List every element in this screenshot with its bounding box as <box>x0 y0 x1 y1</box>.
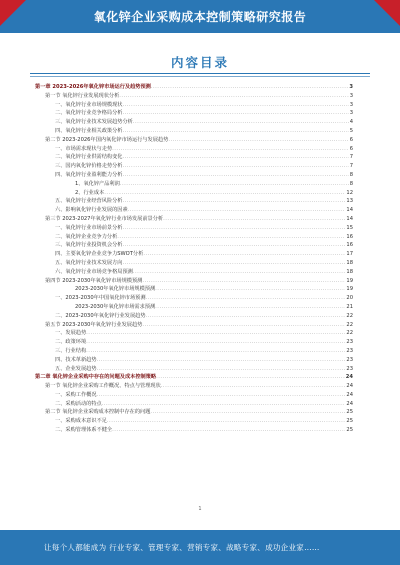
toc-entry-title: 一、采购成本意识不足 <box>55 418 107 425</box>
toc-entry-page: 14 <box>346 207 353 214</box>
toc-leader-dots <box>122 224 345 233</box>
toc-entry-page: 17 <box>346 251 353 258</box>
toc-leader-dots <box>112 426 345 435</box>
toc-entry-page: 25 <box>346 418 353 425</box>
toc-entry[interactable] <box>35 329 353 338</box>
toc-leader-dots <box>151 83 349 92</box>
toc-entry[interactable] <box>35 382 353 391</box>
toc-entry-page: 22 <box>346 330 353 337</box>
toc-entry[interactable] <box>35 303 353 312</box>
toc-entry-page: 6 <box>349 136 353 143</box>
toc-leader-dots <box>97 391 346 400</box>
toc-entry[interactable] <box>35 365 353 374</box>
toc-entry[interactable] <box>35 400 353 409</box>
toc-leader-dots <box>155 285 345 294</box>
toc-entry[interactable] <box>35 417 353 426</box>
toc-entry-page: 24 <box>346 391 353 398</box>
toc-entry[interactable] <box>35 153 353 162</box>
toc-entry[interactable] <box>35 259 353 268</box>
toc-entry-title: 三、行业结构 <box>55 347 87 354</box>
toc-entry[interactable] <box>35 294 353 303</box>
toc-entry-title: 一、市场需求现状与走势 <box>55 145 113 152</box>
toc-entry-page: 18 <box>346 259 353 266</box>
toc-leader-dots <box>133 118 349 127</box>
toc-entry-page: 22 <box>346 312 353 319</box>
toc-entry-title: 三、国内氧化锌价格走势分析 <box>55 163 123 170</box>
toc-leader-dots <box>97 365 346 374</box>
toc-leader-dots <box>122 101 348 110</box>
toc-entry-title: 第四节 2023-2030年氧化锌市场规模预测 <box>45 277 143 284</box>
toc-entry-page: 3 <box>349 92 353 99</box>
toc-entry-page: 13 <box>346 198 353 205</box>
toc-entry[interactable] <box>35 250 353 259</box>
toc-entry-page: 25 <box>346 427 353 434</box>
toc-heading: 内容目录 <box>170 55 229 70</box>
footer-banner <box>0 530 400 565</box>
toc-entry-page: 19 <box>346 286 353 293</box>
toc-entry-title: 五、企业发展趋势 <box>55 365 97 372</box>
toc-divider <box>30 73 370 74</box>
toc-entry-page: 14 <box>346 215 353 222</box>
toc-leader-dots <box>128 206 346 215</box>
toc-leader-dots <box>150 408 345 417</box>
toc-entry[interactable] <box>35 83 353 92</box>
toc-entry-title: 一、2023-2030年中国氧化锌市场预测 <box>55 295 146 302</box>
toc-entry-page: 3 <box>349 110 353 117</box>
toc-entry-title: 一、氧化锌行业市场前景分析 <box>55 224 123 231</box>
toc-entry[interactable] <box>35 268 353 277</box>
toc-entry[interactable] <box>35 233 353 242</box>
toc-entry[interactable] <box>35 101 353 110</box>
toc-entry[interactable] <box>35 426 353 435</box>
toc-leader-dots <box>119 92 348 101</box>
table-of-contents <box>35 83 353 435</box>
toc-leader-dots <box>146 312 346 321</box>
toc-entry-page: 20 <box>346 295 353 302</box>
toc-entry-title: 二、采购活动的特点 <box>55 400 102 407</box>
toc-entry[interactable] <box>35 347 353 356</box>
toc-entry-title: 2、行业成本 <box>75 189 105 196</box>
toc-leader-dots <box>86 338 345 347</box>
toc-entry-title: 1、氧化锌产品利润 <box>75 180 120 187</box>
toc-leader-dots <box>122 197 345 206</box>
toc-leader-dots <box>142 321 345 330</box>
toc-entry-title: 三、氧化锌行业技术发展趋势分析 <box>55 119 133 126</box>
toc-leader-dots <box>122 241 345 250</box>
toc-entry-page: 22 <box>346 321 353 328</box>
toc-entry-title: 一、发展趋势 <box>55 330 87 337</box>
footer-slogan: 让每个人都能成为 行业专家、管理专家、营销专家、战略专家、成功企业家…… <box>44 543 320 552</box>
toc-entry[interactable] <box>35 285 353 294</box>
toc-entry[interactable] <box>35 391 353 400</box>
toc-leader-dots <box>163 215 345 224</box>
toc-entry[interactable] <box>35 373 353 382</box>
toc-entry-title: 2023-2030年氧化锌市场需求预测 <box>75 303 156 310</box>
toc-entry-title: 2023-2030年氧化锌市场规模预测 <box>75 286 156 293</box>
toc-entry-title: 一、氧化锌行业市场规模现状 <box>55 101 123 108</box>
toc-entry[interactable] <box>35 180 353 189</box>
toc-entry-page: 7 <box>349 163 353 170</box>
toc-entry-page: 23 <box>346 356 353 363</box>
toc-entry-title: 二、政策环境 <box>55 339 87 346</box>
toc-leader-dots <box>168 136 348 145</box>
toc-entry-title: 第一节 氧化锌企业采购工作概况、特点与管理现状 <box>45 383 161 390</box>
toc-entry[interactable] <box>35 109 353 118</box>
toc-leader-dots <box>86 329 345 338</box>
toc-leader-dots <box>146 294 346 303</box>
toc-leader-dots <box>104 189 345 198</box>
toc-leader-dots <box>102 400 346 409</box>
toc-leader-dots <box>122 153 348 162</box>
toc-entry-title: 第三节 2023-2027年氧化锌行业市场发展前景分析 <box>45 215 164 222</box>
toc-leader-dots <box>120 180 349 189</box>
toc-entry-title: 第二章 氧化锌企业采购中存在的问题及成本控制策略 <box>35 374 157 381</box>
toc-entry[interactable] <box>35 197 353 206</box>
toc-entry-page: 25 <box>346 409 353 416</box>
toc-entry[interactable] <box>35 277 353 286</box>
toc-entry-title: 四、氧化锌行业相关政策分析 <box>55 127 123 134</box>
toc-entry[interactable] <box>35 189 353 198</box>
toc-entry-page: 24 <box>345 374 353 381</box>
toc-leader-dots <box>122 127 348 136</box>
toc-entry[interactable] <box>35 215 353 224</box>
toc-entry[interactable] <box>35 145 353 154</box>
toc-entry-page: 21 <box>346 303 353 310</box>
toc-leader-dots <box>155 303 345 312</box>
toc-leader-dots <box>161 382 346 391</box>
toc-leader-dots <box>143 250 345 259</box>
toc-entry-title: 六、氧化锌行业市场竞争格局预测 <box>55 268 133 275</box>
toc-entry-page: 3 <box>349 101 353 108</box>
toc-entry-title: 二、氧化锌企业竞争力分析 <box>55 233 118 240</box>
toc-entry[interactable] <box>35 206 353 215</box>
toc-entry-page: 18 <box>346 268 353 275</box>
report-header-banner <box>0 0 400 33</box>
toc-entry[interactable] <box>35 241 353 250</box>
toc-leader-dots <box>122 171 348 180</box>
toc-entry-title: 二、2023-2030年氧化锌行业发展趋势 <box>55 312 146 319</box>
toc-entry-title: 第一章 2023-2026年氧化锌市场运行及趋势预测 <box>35 84 151 90</box>
toc-leader-dots <box>117 233 345 242</box>
toc-entry[interactable] <box>35 224 353 233</box>
toc-leader-dots <box>112 145 349 154</box>
toc-leader-dots <box>107 417 346 426</box>
toc-entry-page: 4 <box>349 119 353 126</box>
toc-entry-page: 23 <box>346 347 353 354</box>
toc-entry[interactable] <box>35 356 353 365</box>
toc-entry-page: 24 <box>346 400 353 407</box>
toc-entry-title: 四、主要氧化锌企业竞争力SWOT分析 <box>55 251 144 258</box>
toc-leader-dots <box>86 347 345 356</box>
toc-leader-dots <box>156 373 345 382</box>
toc-entry-page: 8 <box>349 171 353 178</box>
toc-entry-page: 6 <box>349 145 353 152</box>
toc-entry-page: 19 <box>346 277 353 284</box>
toc-entry-page: 15 <box>346 224 353 231</box>
toc-entry-title: 二、氧化锌行业竞争格局分析 <box>55 110 123 117</box>
toc-leader-dots <box>97 356 346 365</box>
toc-entry-title: 二、采购管理体系不健全 <box>55 427 113 434</box>
report-title: 氧化锌企业采购成本控制策略研究报告 <box>93 10 307 24</box>
toc-entry-title: 第一节 氧化锌行业发展现状分析 <box>45 92 120 99</box>
toc-leader-dots <box>133 268 346 277</box>
toc-entry[interactable] <box>35 92 353 101</box>
toc-entry[interactable] <box>35 321 353 330</box>
toc-leader-dots <box>122 162 348 171</box>
toc-entry-title: 二、氧化锌行业供需结构变化 <box>55 154 123 161</box>
toc-entry-page: 12 <box>346 189 353 196</box>
toc-entry[interactable] <box>35 127 353 136</box>
toc-entry-title: 四、技术革新趋势 <box>55 356 97 363</box>
toc-divider-thin <box>30 76 370 77</box>
toc-leader-dots <box>122 109 348 118</box>
toc-entry-page: 3 <box>349 84 353 90</box>
toc-entry-page: 16 <box>346 242 353 249</box>
toc-entry-title: 第二节 2023-2026年国内氧化锌市场运行与发展趋势 <box>45 136 169 143</box>
toc-entry[interactable] <box>35 118 353 127</box>
toc-entry-title: 六、影响氧化锌行业发展的因素 <box>55 207 128 214</box>
toc-leader-dots <box>142 277 345 286</box>
toc-entry-page: 24 <box>346 383 353 390</box>
toc-entry[interactable] <box>35 136 353 145</box>
toc-entry-title: 四、氧化锌行业盈利能力分析 <box>55 171 123 178</box>
toc-entry[interactable] <box>35 162 353 171</box>
toc-entry-page: 16 <box>346 233 353 240</box>
toc-entry-title: 三、氧化锌行业投资机会分析 <box>55 242 123 249</box>
toc-entry[interactable] <box>35 408 353 417</box>
toc-entry-page: 7 <box>349 154 353 161</box>
toc-entry-page: 8 <box>349 180 353 187</box>
toc-leader-dots <box>122 259 345 268</box>
toc-entry-title: 一、采购工作概况 <box>55 391 97 398</box>
toc-entry-page: 23 <box>346 365 353 372</box>
toc-entry-title: 五、氧化锌行业经营风险分析 <box>55 198 123 205</box>
toc-entry-title: 第二节 氧化锌企业采购成本控制中存在的问题 <box>45 409 151 416</box>
toc-entry[interactable] <box>35 171 353 180</box>
toc-entry[interactable] <box>35 338 353 347</box>
toc-entry-page: 23 <box>346 339 353 346</box>
toc-entry-title: 五、氧化锌行业技术发展方向 <box>55 259 123 266</box>
toc-entry-page: 5 <box>349 127 353 134</box>
toc-entry-title: 第五节 2023-2030年氧化锌行业发展趋势 <box>45 321 143 328</box>
toc-entry[interactable] <box>35 312 353 321</box>
page-number: 1 <box>198 506 202 512</box>
